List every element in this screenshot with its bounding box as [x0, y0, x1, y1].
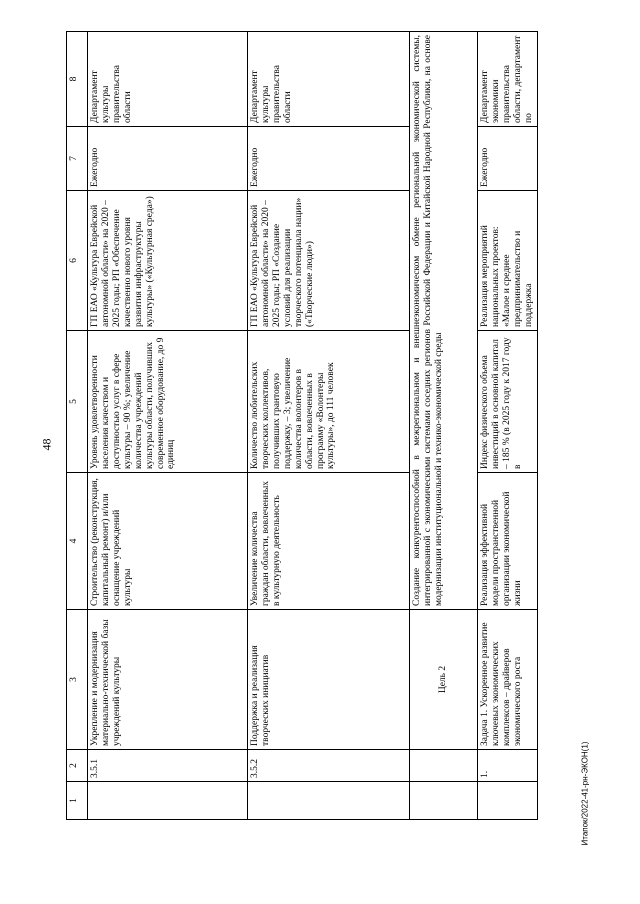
cell-program: Реализация мероприятий национальных проектов: «Малое и среднее предпринимательство и поддержка [478, 191, 538, 331]
cell-responsible: Департамент культуры правительства области [88, 32, 248, 127]
col-header: 3 [67, 610, 88, 750]
cell-responsible: Департамент культуры правительства области [248, 32, 410, 127]
cell-measure: Задача 1. Ускоренное развитие ключевых экономических комплексов – драйверов экономического роста [478, 610, 538, 750]
cell-period: Ежегодно [478, 127, 538, 191]
cell-indicator: Количество любительских творческих коллективов, получивших грантовую поддержку, – 3; увеличение количества волонтеров в области, вовлеченных в программу «Волонтеры культуры», до 111 человек [248, 331, 410, 473]
cell-responsible: Департамент экономики правительства области, департамент по [478, 32, 538, 127]
goal-text: Создание конкурентоспособной в межрегиональном и внешнеэкономическом обмене региональной экономической системы, интегрированной с экономическими системами соседних регионов Российской Федерации и Китайской Народной Республики, на основе модернизации институциональной и технико-экономической среды [410, 32, 478, 610]
rotated-table-container [66, 32, 534, 820]
cell [248, 782, 410, 820]
cell-action: Реализация эффективной модели пространственной организации экономической жизни [478, 473, 538, 610]
header-row [67, 32, 88, 820]
document-code: Итапок/2022-41-рн-ЭКОН(1) [580, 741, 590, 846]
cell-measure: Укрепление и модернизация материально-технической базы учреждений культуры [88, 610, 248, 750]
cell [478, 782, 538, 820]
col-header: 8 [67, 32, 88, 127]
cell-indicator: Уровень удовлетворенности населения качеством и доступностью услуг в сфере культуры – 90 %; увеличение количества учреждений культуры области, получивших современное оборудование, до 9 единиц [88, 331, 248, 473]
cell-period: Ежегодно [88, 127, 248, 191]
plan-table [66, 31, 538, 820]
cell [410, 782, 478, 820]
cell-action: Строительство (реконструкция, капитальный ремонт) и/или оснащение учреждений культуры [88, 473, 248, 610]
col-header: 5 [67, 331, 88, 473]
cell-number: 3.5.1 [88, 750, 248, 782]
col-header: 4 [67, 473, 88, 610]
col-header: 6 [67, 191, 88, 331]
cell-program: ГП ЕАО «Культура Еврейской автономной области» на 2020 – 2025 годы; РП «Создание условий для реализации творческого потенциала нации» («Творческие люди») [248, 191, 410, 331]
cell [88, 782, 248, 820]
goal-row [410, 32, 478, 820]
cell-number: 3.5.2 [248, 750, 410, 782]
cell-action: Увеличение количества граждан области, вовлеченных в культурную деятельность [248, 473, 410, 610]
goal-label: Цель 2 [410, 610, 478, 750]
cell-measure: Поддержка и реализация творческих инициатив [248, 610, 410, 750]
cell-period: Ежегодно [248, 127, 410, 191]
col-header: 1 [67, 782, 88, 820]
col-header: 2 [67, 750, 88, 782]
cell [410, 750, 478, 782]
table-row [248, 32, 410, 820]
cell-program: ГП ЕАО «Культура Еврейской автономной области» на 2020 – 2025 годы; РП «Обеспечение качественно нового уровня развития инфраструктуры культуры» («Культурная среда») [88, 191, 248, 331]
col-header: 7 [67, 127, 88, 191]
cell-indicator: Индекс физического объема инвестиций в основной капитал – 185 % (в 2025 году к 2017 году в [478, 331, 538, 473]
page-number: 48 [39, 438, 54, 451]
table-row [88, 32, 248, 820]
cell-number: 1. [478, 750, 538, 782]
table-row [478, 32, 538, 820]
